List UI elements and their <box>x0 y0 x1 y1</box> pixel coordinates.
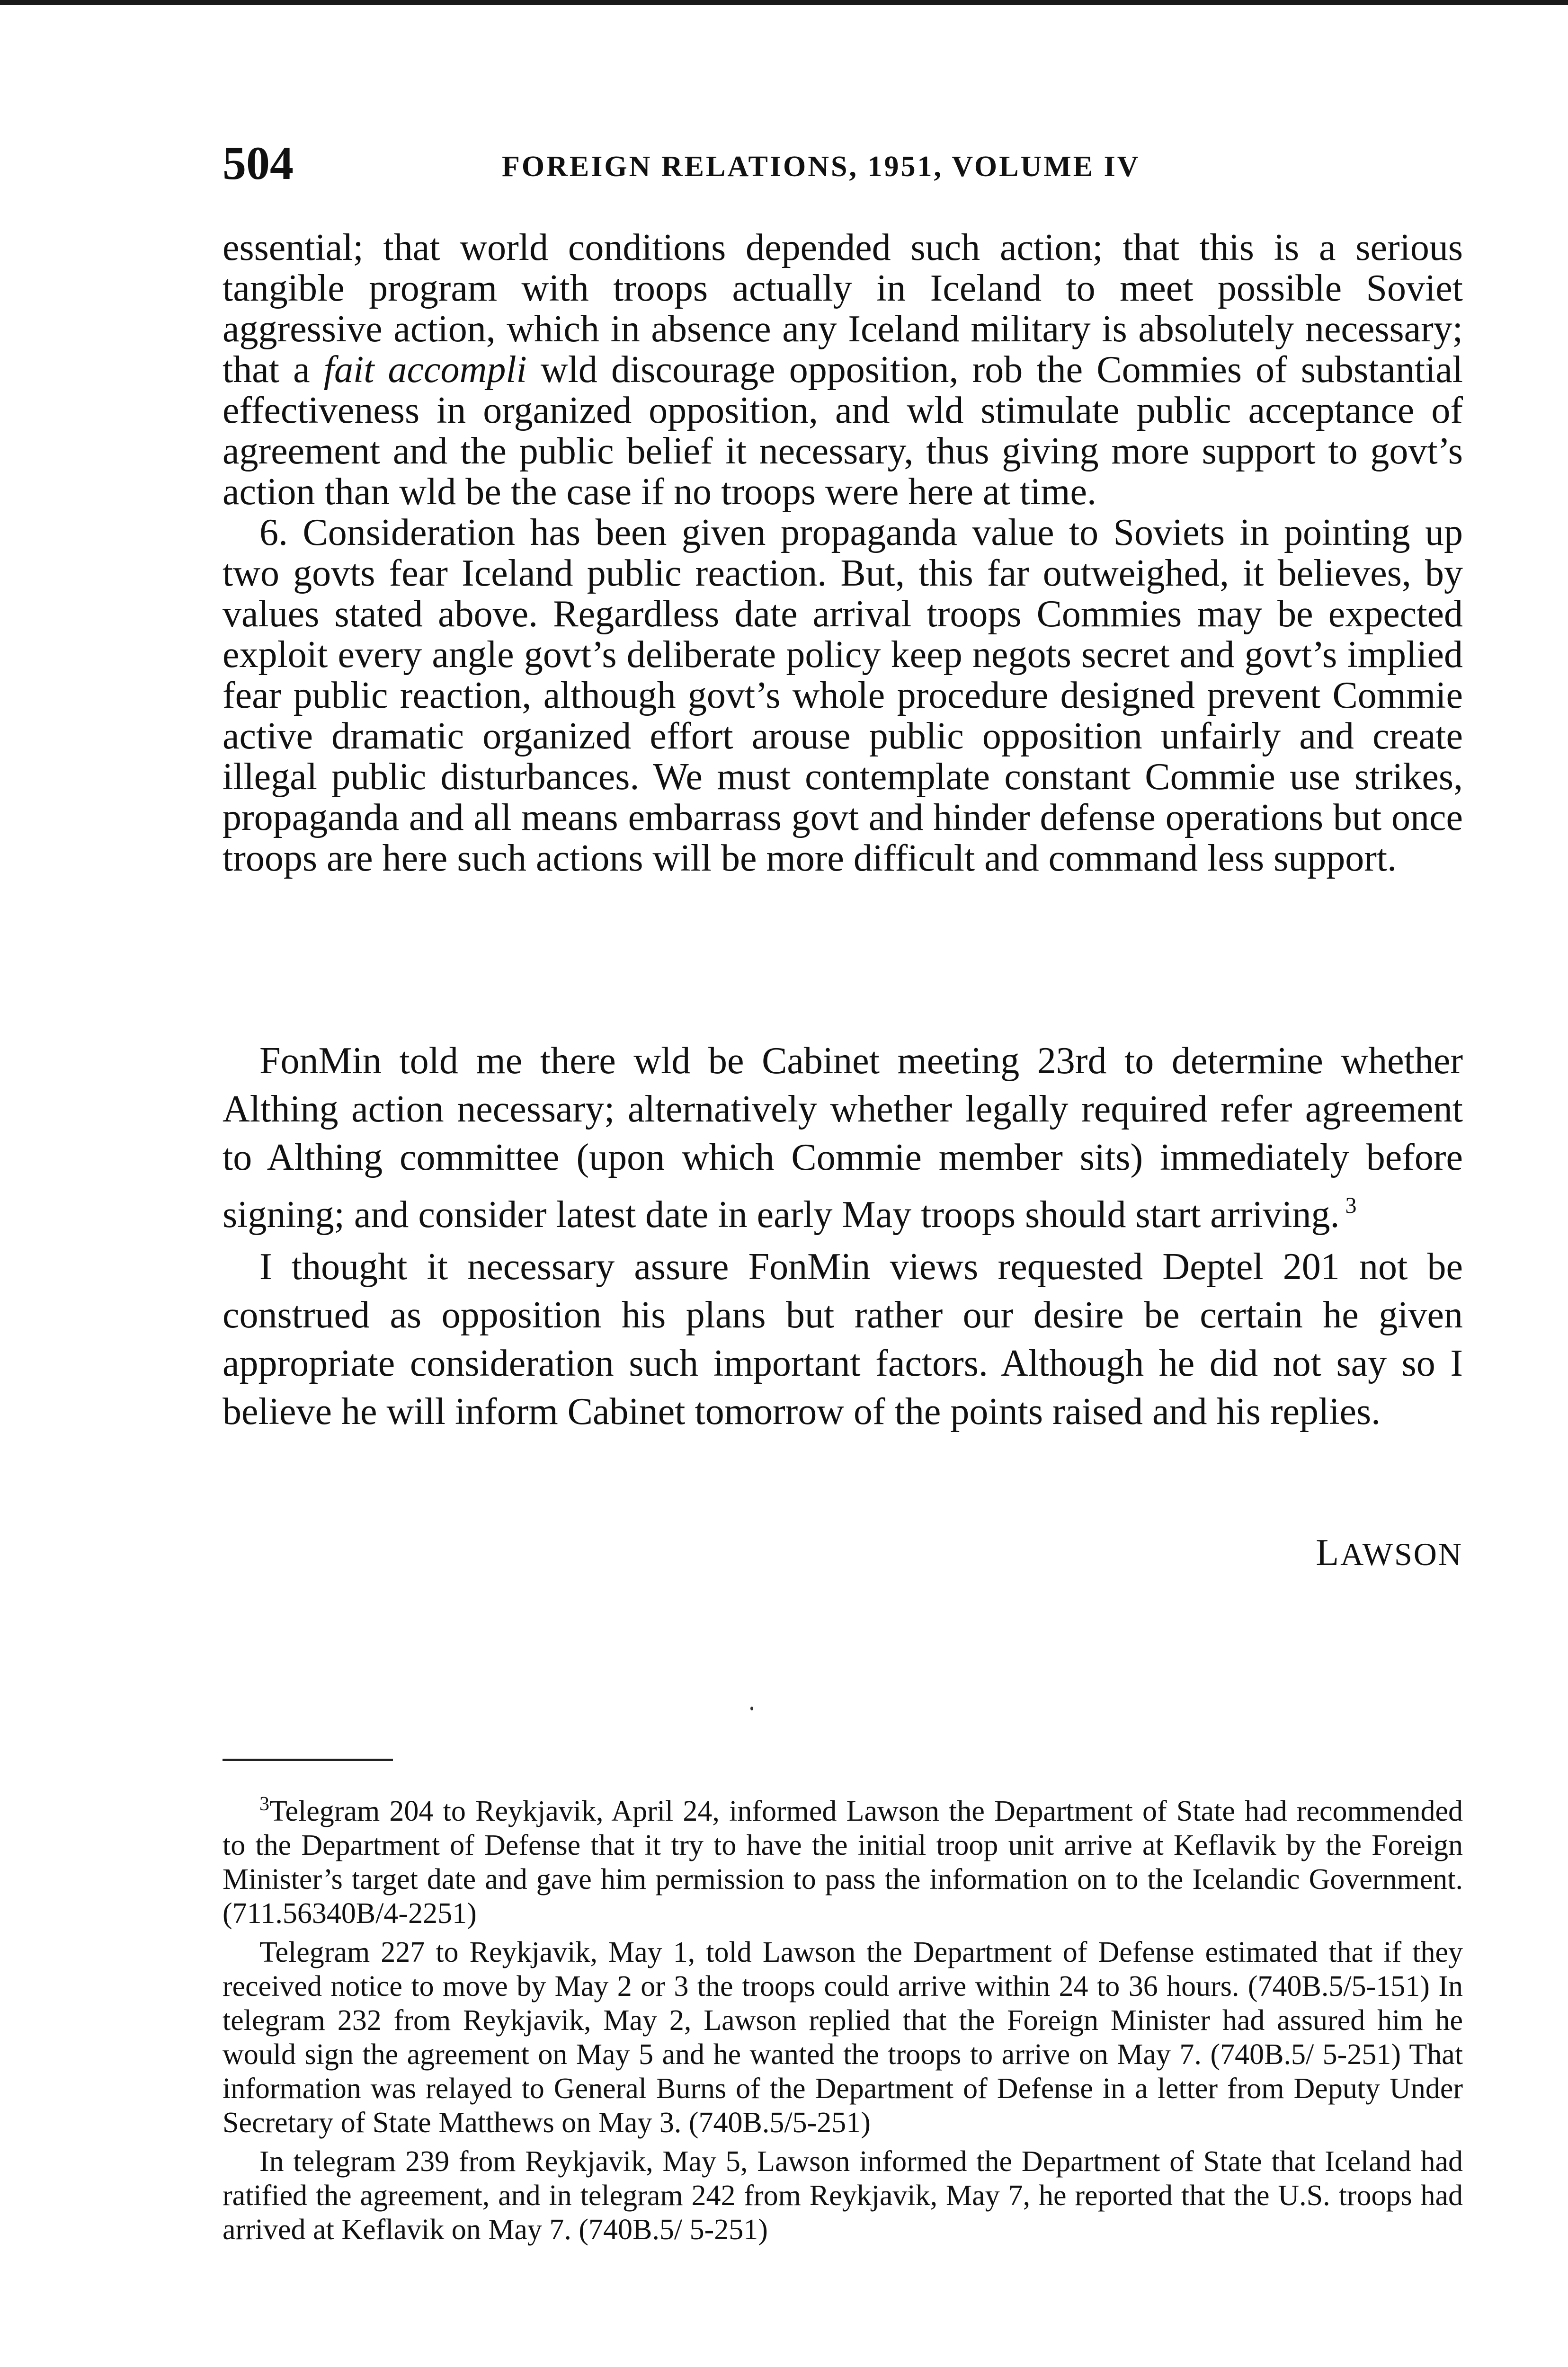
telegram-paragraph-6: 6. Consideration has been given propaganda value to Soviets in pointing up two govts fear Iceland public reaction. But, this far outweighed, it believes, by values stated above. Regardless date arrival troops Commies may be expected exploit every angle govt’s deliberate policy keep negots secret and govt’s implied fear public reaction, although govt’s whole procedure designed prevent Commie active dramatic organized effort arouse public opposition unfairly and create illegal public disturbances. We must contemplate constant Commie use strikes, propaganda and all means embarrass govt and hinder defense operations but once troops are here such actions will be more difficult and command less support. <box>223 512 1463 879</box>
journal-title: FOREIGN RELATIONS, 1951, VOLUME IV <box>502 151 1140 183</box>
top-border <box>0 0 1568 5</box>
footnote-3: In telegram 239 from Reykjavik, May 5, Lawson informed the Department of State that Iceland had ratified the agreement, and in telegram 242 from Reykjavik, May 7, he reported that the U.S. troops had arrived at Keflavik on May 7. (740B.5/ 5-251) <box>223 2145 1463 2246</box>
paragraph-text: essential; that world conditions depended such action; that this is a serious tangible program with troops actually in Iceland to meet possible Soviet aggressive action, which in absence any Iceland military is absolutely necessary; that a <box>223 227 1463 391</box>
signature-initial: L <box>1316 1532 1341 1574</box>
signature-rest: AWSON <box>1340 1536 1463 1572</box>
narrative-paragraph-1 <box>223 1037 1463 1239</box>
telegram-paragraph-continuation <box>223 227 1463 512</box>
signature <box>1316 1534 1463 1573</box>
italic-phrase: fait accompli <box>323 349 527 391</box>
paragraph-text: FonMin told me there wld be Cabinet meeting 23rd to determine whether Althing action necessary; alternatively whether legally required refer agreement to Althing committee (upon which Commie member sits) immediately before signing; and consider latest date in early May troops should start arriving. <box>223 1040 1463 1236</box>
footnote-marker: 3 <box>259 1793 269 1815</box>
footnotes <box>223 1787 1463 2251</box>
footnote-1 <box>223 1787 1463 1931</box>
narrative-text <box>223 1037 1463 1440</box>
footnote-reference: 3 <box>1345 1193 1357 1218</box>
paragraph-text: wld discourage opposition, rob the Commies of substantial effectiveness in organized opposition, and wld stimulate public acceptance of agreement and the public belief it necessary, thus giving more support to govt’s action than wld be the case if no troops were here at time. <box>223 349 1463 513</box>
footnote-divider <box>223 1759 393 1761</box>
narrative-paragraph-2: I thought it necessary assure FonMin views requested Deptel 201 not be construed as opposition his plans but rather our desire be certain he given appropriate consideration such important factors. Although he did not say so I believe he will inform Cabinet tomorrow of the points raised and his replies. <box>223 1246 1463 1433</box>
stray-mark <box>750 1707 753 1710</box>
footnote-2: Telegram 227 to Reykjavik, May 1, told Lawson the Department of Defense estimated that if they received notice to move by May 2 or 3 the troops could arrive within 24 to 36 hours. (740B.5/5-151) In telegram 232 from Reykjavik, May 2, Lawson replied that the Foreign Minister had assured him he would sign the agreement on May 5 and he wanted the troops to arrive on May 7. (740B.5/ 5-251) That information was relayed to General Burns of the Department of Defense in a letter from Deputy Under Secretary of State Matthews on May 3. (740B.5/5-251) <box>223 1936 1463 2139</box>
page-number: 504 <box>223 137 294 189</box>
telegram-text <box>223 227 1463 879</box>
running-header <box>223 137 1463 189</box>
footnote-text: Telegram 204 to Reykjavik, April 24, informed Lawson the Department of State had recommended to the Department of Defense that it try to have the initial troop unit arrive at Keflavik by the Foreign Minister’s target date and gave him permission to pass the information on to the Icelandic Government. (711.56340B/4-2251) <box>223 1795 1463 1930</box>
